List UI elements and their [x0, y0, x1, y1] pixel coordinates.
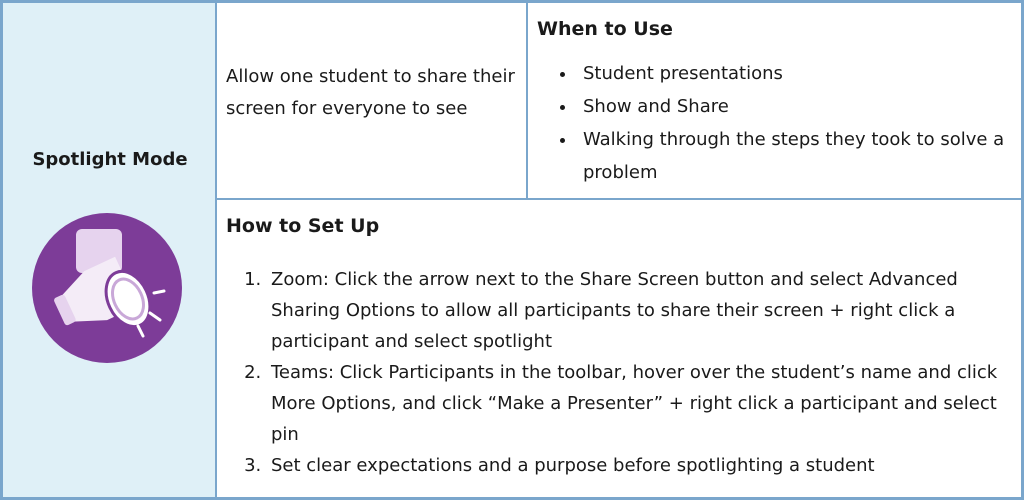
spotlight-icon: [32, 213, 182, 363]
when-to-use-list: [528, 57, 1007, 189]
when-to-use-cell: [528, 3, 1021, 200]
when-to-use-heading: When to Use: [537, 18, 673, 40]
list-item: 1. Zoom: Click the arrow next to the Share Screen button and select Advanced Sharing Options to allow all participants to share their screen + right click a participant and select spotlight: [267, 264, 1007, 357]
list-item: • Walking through the steps they took to solve a problem: [577, 123, 1007, 189]
list-item: • Show and Share: [577, 90, 1007, 123]
how-to-set-up-cell: [217, 200, 1021, 497]
spotlight-glyph: [32, 213, 182, 363]
description-text: Allow one student to share their screen for everyone to see: [226, 66, 515, 119]
description-cell: [217, 3, 528, 200]
setup-steps-list: [217, 264, 1007, 481]
how-to-set-up-heading: How to Set Up: [226, 215, 380, 237]
list-item: • Student presentations: [577, 57, 1007, 90]
list-item: 3. Set clear expectations and a purpose before spotlighting a student: [267, 450, 1007, 481]
list-item: 2. Teams: Click Participants in the toolbar, hover over the student’s name and click More Options, and click “Make a Presenter” + right click a participant and select pin: [267, 357, 1007, 450]
mode-panel: [3, 3, 217, 497]
mode-title: Spotlight Mode: [32, 149, 188, 170]
